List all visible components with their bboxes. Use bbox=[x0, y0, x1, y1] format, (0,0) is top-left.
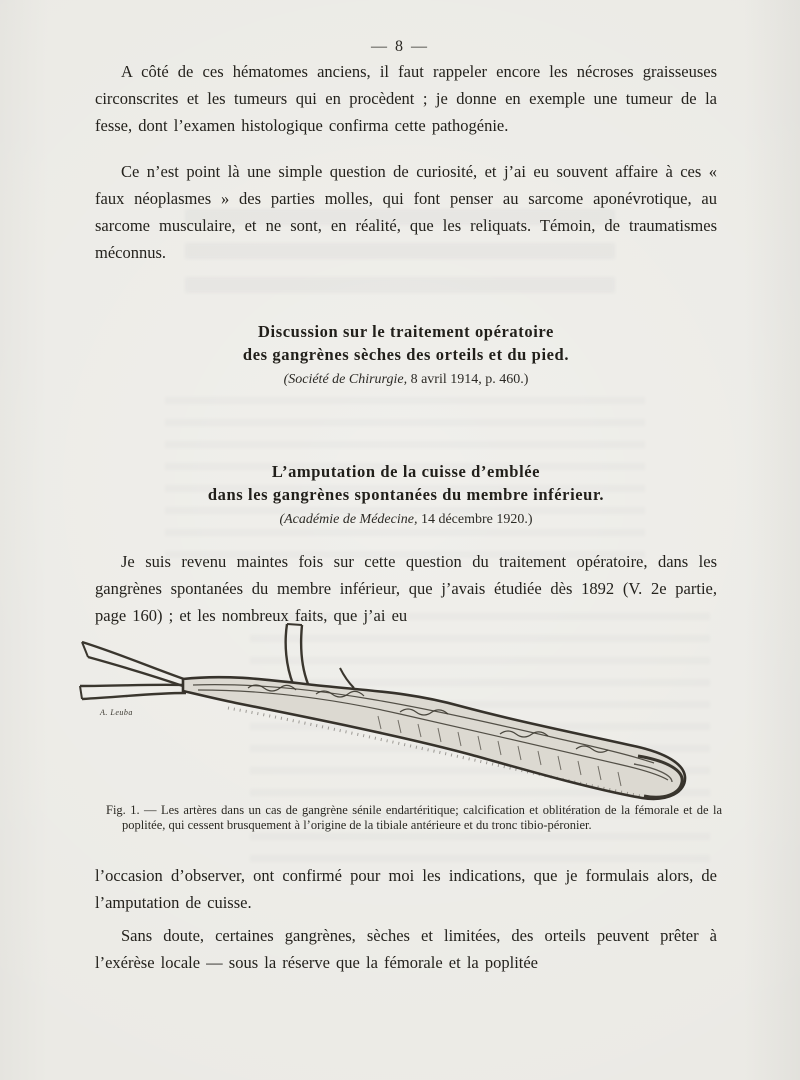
page-number: — 8 — bbox=[371, 38, 429, 55]
section2-title-line2: dans les gangrènes spontanées du membre inférieur. bbox=[207, 485, 605, 504]
section1-source bbox=[95, 372, 717, 388]
paragraph-observation: l’occasion d’observer, ont confirmé pour moi les indications, que je formulais alors, de l’amputation de cuisse. bbox=[95, 866, 717, 912]
paragraph-intro: Je suis revenu maintes fois sur cette question du traitement opératoire, dans les gangrènes spontanées du membre inférieur, que j’avais étudiée dès 1892 (V. 2e partie, page 160) ; et les nombreux faits, que j’ai eu bbox=[95, 552, 717, 625]
section2-source-roman: 14 décembre 1920.) bbox=[417, 512, 533, 527]
figure-caption: Fig. 1. — Les artères dans un cas de gangrène sénile endartéritique; calcification et oblitération de la fémorale et de la poplitée, qui cessent brusquement à l’origine de la tibiale antérieure et du tronc tibio-péronier. bbox=[106, 803, 722, 832]
section1-title-line2: des gangrènes sèches des orteils et du pied. bbox=[242, 345, 570, 364]
figure-signature: A. Leuba bbox=[100, 708, 133, 717]
section2-title bbox=[95, 460, 717, 506]
section1-source-italic: (Société de Chirurgie, bbox=[283, 372, 408, 387]
section1-title-line1: Discussion sur le traitement opératoire bbox=[258, 322, 554, 341]
paragraph-necroses: A côté de ces hématomes anciens, il faut rappeler encore les nécroses graisseuses circonscrites et les tumeurs qui en procèdent ; je donne en exemple une tumeur de la fesse, dont l’examen histologique confirma cette pathogénie. bbox=[95, 62, 717, 135]
section1-source-roman: 8 avril 1914, p. 460.) bbox=[407, 372, 529, 387]
paragraph-faux-neoplasmes: Ce n’est point là une simple question de curiosité, et j’ai eu souvent affaire à ces « faux néoplasmes » des parties molles, qui font penser au sarcome aponévrotique, au sarcome musculaire, et ne sont, en réalité, que les reliquats. Témoin, de traumatismes méconnus. bbox=[95, 162, 717, 262]
section2-source-italic: (Académie de Médecine, bbox=[279, 512, 418, 527]
section2-title-line1: L’amputation de la cuisse d’emblée bbox=[271, 462, 541, 481]
section2-source bbox=[95, 512, 717, 528]
artery-engraving-figure bbox=[78, 622, 722, 802]
section1-title bbox=[95, 320, 717, 366]
paragraph-sans-doute: Sans doute, certaines gangrènes, sèches et limitées, des orteils peuvent prêter à l’exérèse locale — sous la réserve que la fémorale et la poplitée bbox=[95, 926, 717, 972]
